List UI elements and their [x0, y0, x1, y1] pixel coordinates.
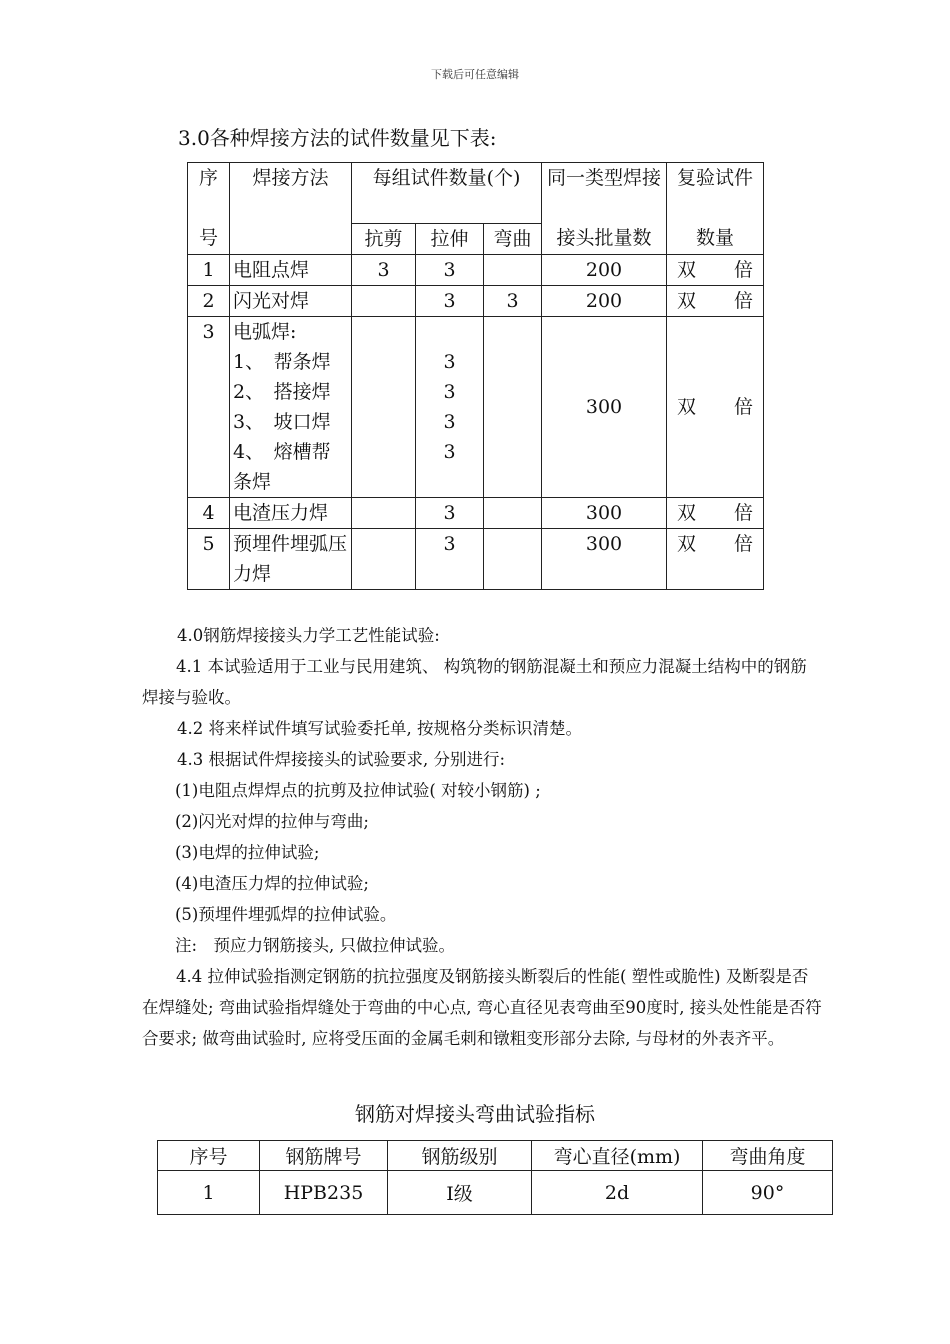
- cell-tensile: 3: [416, 498, 484, 529]
- method-main: 电弧焊:: [233, 321, 297, 343]
- cell-batch: 300: [542, 317, 667, 498]
- welding-sample-table: [187, 162, 764, 590]
- cell-tensile: 3: [416, 255, 484, 286]
- cell: 1: [158, 1171, 260, 1215]
- method-sub: 1、 帮条焊: [233, 351, 331, 373]
- cell-seq: 5: [188, 529, 230, 590]
- bend-table-title: 钢筋对焊接头弯曲试验指标: [355, 1102, 595, 1126]
- cell-batch: 200: [542, 255, 667, 286]
- note: 注: 预应力钢筋接头, 只做拉伸试验。: [175, 936, 456, 955]
- header-batch-top: 同一类型焊接: [546, 167, 661, 189]
- cell-bend: [484, 317, 542, 498]
- cell-retest: 双 倍: [667, 529, 764, 590]
- cell-method: 电阻点焊: [230, 255, 352, 286]
- cell-tensile: 3: [416, 529, 484, 590]
- header-batch-bottom: 接头批量数: [556, 227, 652, 249]
- paragraph-4-1: 4.1 本试验适用于工业与民用建筑、 构筑物的钢筋混凝土和预应力混凝土结构中的钢筋焊接与验收。: [142, 657, 807, 707]
- cell-bend: [484, 529, 542, 590]
- header-retest-bottom: 数量: [695, 227, 734, 249]
- cell-shear: [352, 317, 416, 498]
- header-shear: 抗剪: [352, 224, 416, 255]
- paragraph-4-0: 4.0钢筋焊接接头力学工艺性能试验:: [177, 626, 440, 645]
- paragraph-4-2: 4.2 将来样试件填写试验委托单, 按规格分类标识清楚。: [177, 719, 582, 738]
- section-title: 3.0各种焊接方法的试件数量见下表:: [178, 126, 497, 150]
- header-cell: 弯曲角度: [703, 1141, 833, 1171]
- paragraph-4-4: 4.4 拉伸试验指测定钢筋的抗拉强度及钢筋接头断裂后的性能( 塑性或脆性) 及断裂是否在焊缝处; 弯曲试验指焊缝处于弯曲的中心点, 弯心直径见表弯曲至90度时, 接头处性能是否符合要求; 做弯曲试验时, 应将受压面的金属毛刺和镦粗变形部分去除, 与母材的外表齐平。: [142, 967, 822, 1048]
- table-row: [188, 317, 764, 498]
- cell-method: 电渣压力焊: [230, 498, 352, 529]
- cell-bend: [484, 498, 542, 529]
- table-header-row: [188, 163, 764, 224]
- cell-retest: 双 倍: [667, 286, 764, 317]
- cell-seq: 3: [188, 317, 230, 498]
- list-item: (1)电阻点焊焊点的抗剪及拉伸试验( 对较小钢筋) ;: [175, 781, 541, 800]
- header-cell: 序号: [158, 1141, 260, 1171]
- cell-method: 闪光对焊: [230, 286, 352, 317]
- method-sub: 4、 熔槽帮条焊: [233, 441, 331, 493]
- cell-batch: 300: [542, 498, 667, 529]
- cell-retest: 双 倍: [667, 498, 764, 529]
- bend-test-table: [157, 1140, 833, 1215]
- table-row: [188, 498, 764, 529]
- cell-bend: [484, 255, 542, 286]
- body-text: [142, 620, 822, 1054]
- header-cell: 钢筋牌号: [260, 1141, 388, 1171]
- cell-seq: 4: [188, 498, 230, 529]
- cell-seq: 2: [188, 286, 230, 317]
- header-tensile: 拉伸: [416, 224, 484, 255]
- cell: 90°: [703, 1171, 833, 1215]
- cell-shear: [352, 498, 416, 529]
- cell-shear: 3: [352, 255, 416, 286]
- list-item: (2)闪光对焊的拉伸与弯曲;: [175, 812, 369, 831]
- table-row: [188, 286, 764, 317]
- header-group-count: 每组试件数量(个): [352, 163, 542, 224]
- cell-retest: 双 倍: [667, 317, 764, 498]
- cell-tensile: 3: [416, 286, 484, 317]
- page-header: 下载后可任意编辑: [431, 68, 519, 81]
- header-method: 焊接方法: [230, 163, 352, 255]
- header-retest-top: 复验试件: [676, 167, 753, 189]
- method-sub: 3、 坡口焊: [233, 411, 331, 433]
- paragraph-4-3: 4.3 根据试件焊接接头的试验要求, 分别进行:: [177, 750, 506, 769]
- header-cell: 钢筋级别: [388, 1141, 532, 1171]
- list-item: (5)预埋件埋弧焊的拉伸试验。: [175, 905, 397, 924]
- cell-shear: [352, 529, 416, 590]
- method-sub: 2、 搭接焊: [233, 381, 331, 403]
- cell-method: 预埋件埋弧压力焊: [230, 529, 352, 590]
- list-item: (4)电渣压力焊的拉伸试验;: [175, 874, 369, 893]
- cell-tensile: 3 3 3 3: [416, 317, 484, 498]
- cell: HPB235: [260, 1171, 388, 1215]
- cell-retest: 双 倍: [667, 255, 764, 286]
- cell: 2d: [532, 1171, 703, 1215]
- cell-method: [230, 317, 352, 498]
- header-seq-bottom: 号: [198, 227, 218, 249]
- table-row: [158, 1171, 833, 1215]
- table-row: [188, 255, 764, 286]
- header-seq-top: 序: [198, 167, 218, 189]
- header-bend: 弯曲: [484, 224, 542, 255]
- cell-seq: 1: [188, 255, 230, 286]
- list-item: (3)电焊的拉伸试验;: [175, 843, 320, 862]
- cell-batch: 200: [542, 286, 667, 317]
- cell-shear: [352, 286, 416, 317]
- cell: Ⅰ级: [388, 1171, 532, 1215]
- header-cell: 弯心直径(mm): [532, 1141, 703, 1171]
- cell-bend: 3: [484, 286, 542, 317]
- table-header-row: [158, 1141, 833, 1171]
- table-row: [188, 529, 764, 590]
- cell-batch: 300: [542, 529, 667, 590]
